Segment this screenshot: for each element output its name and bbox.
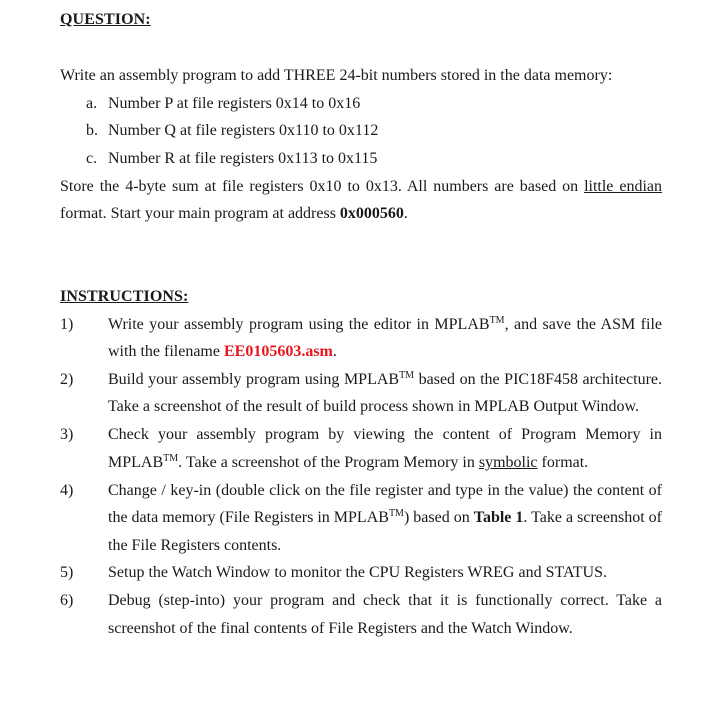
start-address-period: . xyxy=(403,205,408,222)
instruction-3-line1: Check your assembly program by viewing the content of Program Memory in xyxy=(108,426,662,443)
question-item-text: Number P at file registers 0x14 to 0x16 xyxy=(108,95,361,112)
instruction-4-line1: Change / key-in (double click on the file register and type in the value) the content of xyxy=(108,482,662,499)
instruction-1-text-cont: , and save the ASM file xyxy=(504,316,662,333)
question-intro: Write an assembly program to add THREE 24-bit numbers stored in the data memory: xyxy=(60,67,613,84)
instruction-4-text-end: . Take a screenshot of xyxy=(523,509,663,526)
instruction-4-line3: the File Registers contents. xyxy=(108,537,282,554)
instruction-number: 5) xyxy=(60,564,74,581)
instructions-heading: INSTRUCTIONS: xyxy=(60,288,189,305)
trademark: TM xyxy=(489,315,505,326)
instruction-2-line2: Take a screenshot of the result of build process shown in MPLAB Output Window. xyxy=(108,398,640,415)
filename-period: . xyxy=(332,343,337,360)
instruction-1-line1 xyxy=(108,316,662,334)
filename-label: with the filename xyxy=(108,343,220,360)
instruction-2-line1 xyxy=(108,371,662,389)
instruction-3-text: MPLAB xyxy=(108,454,164,471)
instruction-5-line1: Setup the Watch Window to monitor the CPU Registers WREG and STATUS. xyxy=(108,564,607,581)
store-sentence-text: Store the 4-byte sum at file registers 0x10 to 0x13. All numbers are based on xyxy=(60,178,579,195)
little-endian-term: little endian xyxy=(584,178,662,195)
question-item-marker: a. xyxy=(86,95,98,112)
question-heading: QUESTION: xyxy=(60,11,151,28)
instruction-1-line2 xyxy=(108,343,337,361)
instruction-2-text: Build your assembly program using MPLAB xyxy=(108,371,400,388)
question-item-marker: c. xyxy=(86,150,98,167)
start-address-value: 0x000560 xyxy=(339,205,404,222)
instruction-number: 3) xyxy=(60,426,74,443)
question-item-marker: b. xyxy=(86,122,98,139)
instruction-4-text-cont: ) based on xyxy=(403,509,470,526)
start-address-text: format. Start your main program at address xyxy=(60,205,336,222)
trademark: TM xyxy=(399,370,415,381)
instruction-3-line2 xyxy=(108,454,588,472)
instruction-4-text: the data memory (File Registers in MPLAB xyxy=(108,509,389,526)
instruction-6-line1: Debug (step-into) your program and check that it is functionally correct. Take a xyxy=(108,592,662,609)
instruction-6-line2: screenshot of the final contents of File Registers and the Watch Window. xyxy=(108,620,573,637)
store-sentence-line2 xyxy=(60,205,408,223)
trademark: TM xyxy=(388,508,404,519)
question-item-text: Number R at file registers 0x113 to 0x115 xyxy=(108,150,378,167)
instruction-number: 6) xyxy=(60,592,74,609)
table-reference: Table 1 xyxy=(473,509,524,526)
instruction-number: 2) xyxy=(60,371,74,388)
instruction-3-text-end: format. xyxy=(541,454,589,471)
symbolic-term: symbolic xyxy=(478,454,538,471)
trademark: TM xyxy=(163,453,179,464)
filename-value: EE0105603.asm xyxy=(223,343,333,360)
question-item-text: Number Q at file registers 0x110 to 0x112 xyxy=(108,122,379,139)
instruction-2-text-cont: based on the PIC18F458 architecture. xyxy=(418,371,662,388)
instruction-4-line2 xyxy=(108,509,662,527)
instruction-number: 4) xyxy=(60,482,74,499)
instruction-3-text-cont: . Take a screenshot of the Program Memory in xyxy=(178,454,475,471)
instruction-1-text: Write your assembly program using the editor in MPLAB xyxy=(108,316,490,333)
instruction-number: 1) xyxy=(60,316,74,333)
store-sentence-line1 xyxy=(60,178,662,196)
